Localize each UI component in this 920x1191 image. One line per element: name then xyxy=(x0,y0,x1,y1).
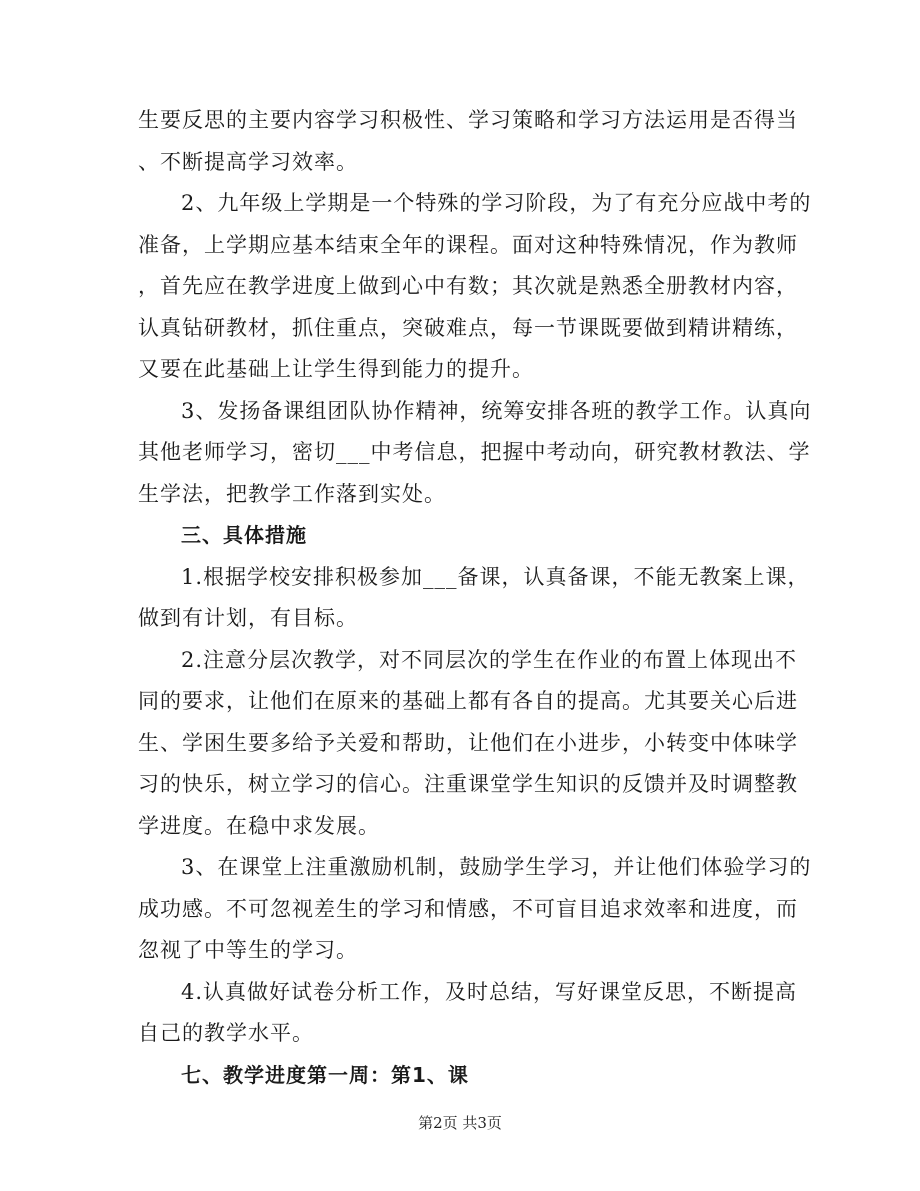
body-line: 认真钻研教材，抓住重点，突破难点，每一节课既要做到精讲精练， xyxy=(138,315,798,340)
body-line: 做到有计划，有目标。 xyxy=(138,606,358,630)
page-number-footer: 第2页 共3页 xyxy=(418,1114,502,1132)
section-heading: 三、具体措施 xyxy=(181,523,307,547)
body-line: ，首先应在教学进度上做到心中有数；其次就是熟悉全册教材内容， xyxy=(138,274,798,298)
body-line: 其他老师学习，密切___中考信息，把握中考动向，研究教材教法、学 xyxy=(138,440,811,464)
body-line: 学进度。在稳中求发展。 xyxy=(138,813,380,838)
body-line: 生、学困生要多给予关爱和帮助，让他们在小进步，小转变中体味学 xyxy=(138,730,798,755)
body-line: 自己的教学水平。 xyxy=(138,1021,314,1045)
body-line: 生要反思的主要内容学习积极性、学习策略和学习方法运用是否得当 xyxy=(138,108,798,132)
body-line: 准备，上学期应基本结束全年的课程。面对这种特殊情况，作为教师 xyxy=(138,232,798,257)
paragraph-start: 2、九年级上学期是一个特殊的学习阶段，为了有充分应战中考的 xyxy=(181,191,812,215)
body-line: 同的要求，让他们在原来的基础上都有各自的提高。尤其要关心后进 xyxy=(138,689,798,713)
paragraph-start: 3、发扬备课组团队协作精神，统筹安排各班的教学工作。认真向 xyxy=(181,398,812,423)
paragraph-start: 4.认真做好试卷分析工作，及时总结，写好课堂反思，不断提高 xyxy=(181,979,798,1004)
section-heading: 七、教学进度第一周：第1、课 xyxy=(181,1062,469,1087)
paragraph-start: 2.注意分层次教学，对不同层次的学生在作业的布置上体现出不 xyxy=(181,647,798,672)
paragraph-start: 1.根据学校安排积极参加___备课，认真备课，不能无教案上课， xyxy=(181,564,810,589)
body-line: 习的快乐，树立学习的信心。注重课堂学生知识的反馈并及时调整教 xyxy=(138,772,798,796)
body-line: 又要在此基础上让学生得到能力的提升。 xyxy=(138,357,534,381)
body-line: 忽视了中等生的学习。 xyxy=(138,938,358,962)
body-line: 、不断提高学习效率。 xyxy=(138,149,358,174)
body-line: 成功感。不可忽视差生的学习和情感，不可盲目追求效率和进度，而 xyxy=(138,896,798,921)
document-body xyxy=(138,100,812,1096)
paragraph-start: 3、在课堂上注重激励机制，鼓励学生学习，并让他们体验学习的 xyxy=(181,855,812,879)
body-line: 生学法，把教学工作落到实处。 xyxy=(138,481,446,506)
